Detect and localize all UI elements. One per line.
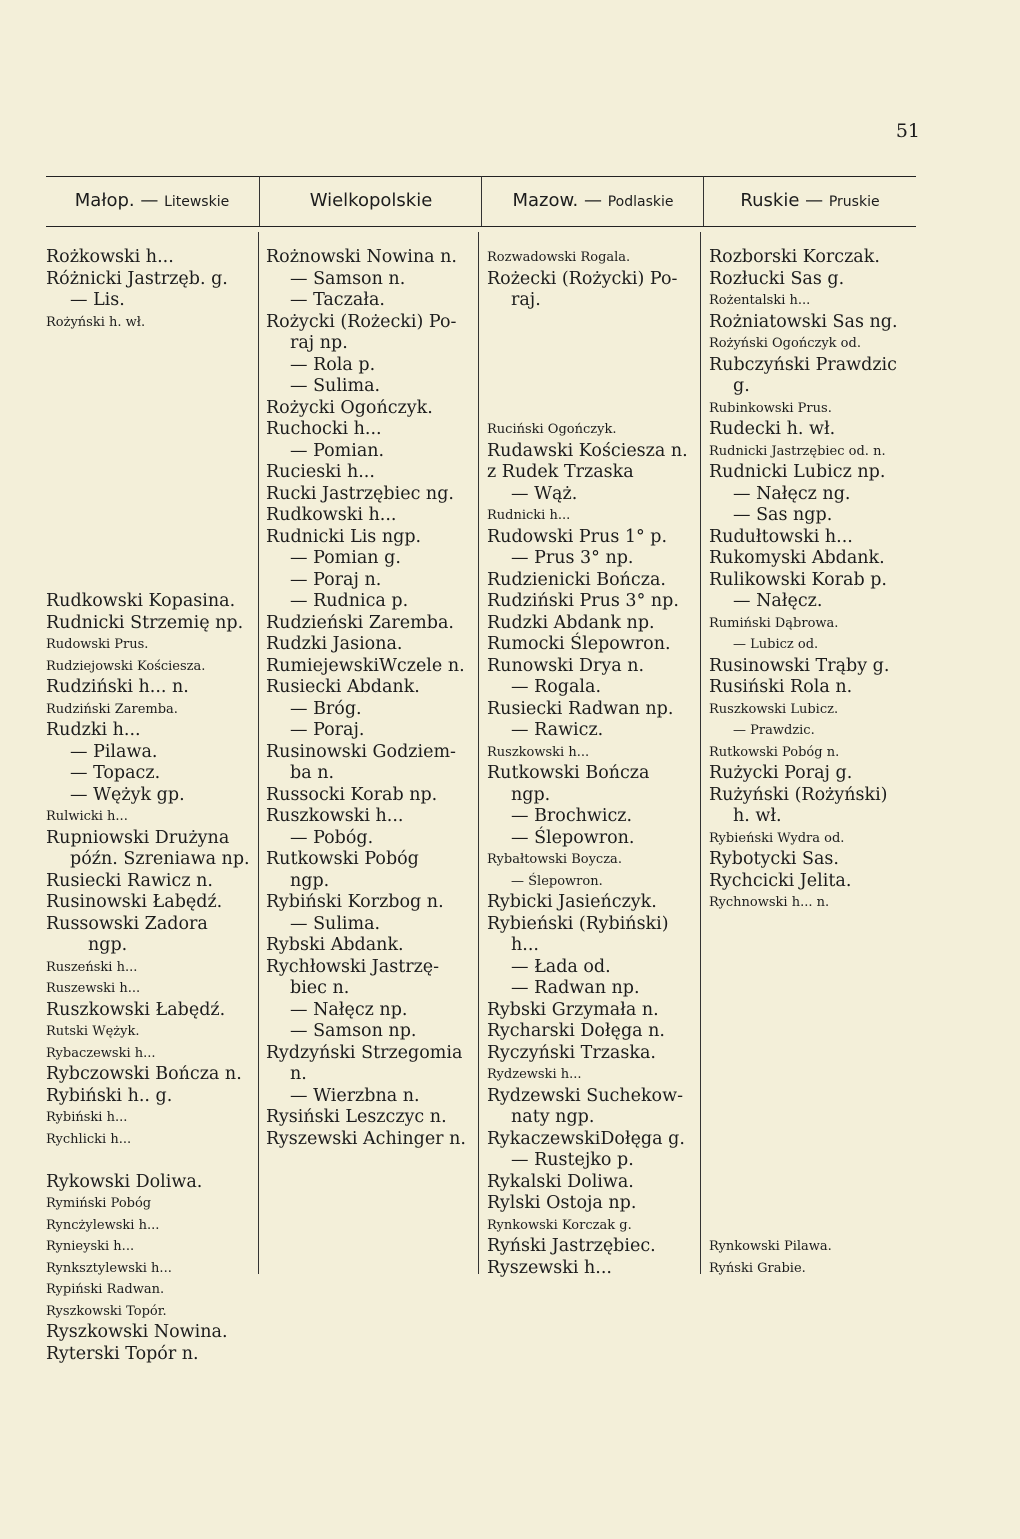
surname-entry: ngp. [290, 870, 330, 891]
surname-entry: Rutkowski Bończa [487, 763, 650, 783]
blank-line [46, 333, 256, 355]
column-header-mazow [483, 186, 703, 216]
surname-entry: Rylski Ostoja np. [487, 1193, 637, 1213]
blank-line [709, 1000, 919, 1022]
surname-entry: — Pomian g. [290, 548, 401, 568]
header-bottom-rule [46, 226, 916, 227]
surname-entry: z Rudek Trzaska [487, 462, 634, 482]
blank-line [709, 1193, 919, 1215]
surname-entry: Ruszeński h... [46, 959, 138, 975]
surname-entry: Ryński Jastrzębiec. [487, 1236, 656, 1256]
surname-entry: Rusiecki Abdank. [266, 677, 420, 697]
blank-line [709, 978, 919, 1000]
surname-entry: — Sas ngp. [733, 505, 833, 525]
surname-entry: Rybałtowski Boycza. [487, 852, 622, 867]
surname-entry: — Rustejko p. [511, 1150, 634, 1170]
surname-entry: Rudnicki h... [487, 508, 571, 523]
column-divider-1 [258, 232, 259, 1274]
surname-entry: — Pobóg. [290, 827, 374, 848]
header-main-text: Ruskie — [740, 190, 829, 211]
surname-entry: Rudziński h... n. [46, 677, 189, 697]
surname-entry: Rudzki Abdank np. [487, 612, 655, 633]
surname-entry: — Brochwicz. [511, 806, 633, 826]
surname-entry: — Nałęcz ng. [733, 483, 851, 504]
blank-line [46, 419, 256, 441]
surname-entry: Rudzienicki Bończa. [487, 569, 666, 590]
surname-entry: Ruszkowski h... [266, 806, 404, 826]
surname-entry: Rybieński Wydra od. [709, 830, 845, 846]
surname-entry: — Łada od. [511, 956, 611, 977]
blank-line [709, 1021, 919, 1043]
blank-line [709, 1064, 919, 1086]
surname-entry: — Bróg. [290, 698, 362, 719]
blank-line [46, 484, 256, 506]
blank-line [709, 914, 919, 936]
surname-entry: n. [290, 1064, 307, 1084]
surname-entry: Rybski Abdank. [266, 935, 404, 955]
surname-entry: RykaczewskiDołęga g. [487, 1128, 685, 1149]
surname-entry: Rykalski Doliwa. [487, 1171, 634, 1192]
surname-entry: Rybczowski Bończa n. [46, 1064, 242, 1084]
header-sub-text: Podlaskie [607, 194, 674, 210]
surname-entry: Rożnowski Nowina n. [266, 247, 457, 267]
surname-entry: Rychlicki h... [46, 1131, 132, 1147]
surname-entry: Rysiński Leszczyc n. [266, 1107, 447, 1127]
surname-entry: Rynkowski Korczak g. [487, 1217, 632, 1233]
surname-entry: Rudkowski h... [266, 505, 397, 525]
surname-entry: Rybicki Jasieńczyk. [487, 892, 657, 912]
header-main-text: Małop. — [74, 190, 165, 211]
surname-entry: ba n. [290, 763, 335, 783]
surname-entry: Rusiecki Radwan np. [487, 698, 674, 719]
surname-entry: — Nałęcz np. [290, 999, 408, 1020]
surname-entry: Rydzyński Strzegomia [266, 1042, 463, 1063]
surname-entry: Rynkowski Pilawa. [709, 1239, 832, 1254]
surname-entry: Rudziński Prus 3° np. [487, 591, 679, 611]
surname-entry: Rudziński Zaremba. [46, 701, 178, 717]
surname-entry: Rozłucki Sas g. [709, 268, 845, 289]
surname-entry: Rudowski Prus 1° p. [487, 526, 668, 547]
surname-entry: Ryszkowski Nowina. [46, 1322, 228, 1342]
surname-entry: Rudzki Jasiona. [266, 634, 403, 654]
blank-line [487, 355, 699, 377]
surname-entry: Rudecki h. wł. [709, 419, 836, 439]
blank-line [709, 1215, 919, 1237]
surname-entry: Ruszkowski h... [487, 744, 590, 760]
surname-entry: — Sulima. [290, 913, 381, 934]
surname-entry: — Wąż. [511, 483, 578, 504]
blank-line [709, 1150, 919, 1172]
column-malop-litewskie [46, 247, 256, 1365]
surname-entry: raj. [511, 290, 541, 310]
surname-entry: późn. Szreniawa np. [70, 849, 250, 869]
surname-entry: Rupniowski Drużyna [46, 827, 230, 848]
surname-entry: — Poraj. [290, 720, 365, 740]
blank-line [46, 1150, 256, 1172]
blank-line [46, 355, 256, 377]
surname-entry: Rożniatowski Sas ng. [709, 311, 898, 332]
surname-entry: Rozwadowski Rogala. [487, 250, 631, 265]
surname-entry: Rudnicki Lubicz np. [709, 462, 886, 482]
surname-entry: Rożentalski h... [709, 293, 811, 308]
surname-entry: RumiejewskiWczele n. [266, 655, 465, 676]
column-header-malop [46, 186, 258, 216]
surname-entry: naty ngp. [511, 1107, 595, 1127]
surname-entry: Ruszkowski Łabędź. [46, 999, 226, 1020]
surname-entry: — Sulima. [290, 376, 381, 396]
surname-entry: Rybaczewski h... [46, 1045, 156, 1061]
surname-entry: — Pomian. [290, 440, 385, 461]
blank-line [46, 548, 256, 570]
surname-entry: Rusiński Rola n. [709, 677, 853, 697]
surname-entry: Rudawski Kościesza n. [487, 440, 688, 461]
surname-entry: Ryncżylewski h... [46, 1217, 160, 1233]
blank-line [46, 441, 256, 463]
blank-line [709, 1107, 919, 1129]
surname-entry: — Ślepowron. [511, 827, 635, 848]
surname-entry: — Pilawa. [70, 741, 158, 762]
surname-entry: Ryczyński Trzaska. [487, 1042, 656, 1063]
surname-entry: Rycharski Dołęga n. [487, 1021, 665, 1041]
header-divider-3 [703, 176, 704, 226]
surname-entry: Rumocki Ślepowron. [487, 634, 671, 654]
surname-entry: — Rudnica p. [290, 591, 409, 611]
surname-entry: Rybiński h... [46, 1110, 128, 1125]
surname-entry: Ruszewski h... [46, 981, 141, 996]
surname-entry: Rożkowski h... [46, 247, 174, 267]
blank-line [487, 312, 699, 334]
surname-entry: Rusinowski Godziem- [266, 741, 456, 762]
blank-line [709, 1086, 919, 1108]
surname-entry: Rychnowski h... n. [709, 895, 830, 910]
surname-entry: Rybotycki Sas. [709, 849, 839, 869]
surname-entry: Rydzewski Suchekow- [487, 1085, 683, 1106]
blank-line [46, 527, 256, 549]
surname-entry: Rudułtowski h... [709, 526, 853, 547]
surname-entry: Ruszkowski Lubicz. [709, 701, 839, 717]
header-sub-text: Litewskie [164, 194, 230, 210]
surname-entry: Rusiecki Rawicz n. [46, 870, 213, 891]
blank-line [46, 462, 256, 484]
surname-entry: Ruchocki h... [266, 419, 382, 439]
header-main-text: Mazow. — [512, 190, 608, 211]
surname-entry: Rybieński (Rybiński) [487, 913, 669, 934]
surname-entry: Rubczyński Prawdzic [709, 354, 897, 375]
surname-entry: Rudowski Prus. [46, 637, 149, 652]
surname-entry: — Ślepowron. [511, 873, 603, 889]
surname-entry: Różnicki Jastrzęb. g. [46, 268, 228, 289]
surname-entry: — Samson np. [290, 1021, 417, 1041]
surname-entry: Rukomyski Abdank. [709, 548, 885, 568]
surname-entry: — Lubicz od. [733, 637, 819, 652]
surname-entry: Rużyński (Rożyński) [709, 784, 888, 805]
column-wielkopolskie [266, 247, 476, 1150]
surname-entry: Ryszewski Achinger n. [266, 1128, 466, 1149]
header-main-text: Wielkopolskie [309, 190, 433, 211]
blank-line [46, 376, 256, 398]
surname-entry: Rynksztylewski h... [46, 1260, 172, 1276]
surname-entry: Rynieyski h... [46, 1239, 135, 1254]
surname-entry: Rożyński h. wł. [46, 314, 146, 330]
surname-entry: ngp. [511, 784, 551, 805]
surname-entry: Rożyński Ogończyk od. [709, 336, 861, 351]
surname-entry: Ryszkowski Topór. [46, 1303, 167, 1319]
surname-entry: Rubinkowski Prus. [709, 400, 832, 416]
blank-line [46, 570, 256, 592]
page-number: 51 [895, 120, 920, 142]
column-divider-2 [478, 232, 479, 1274]
surname-entry: Rychłowski Jastrzę- [266, 956, 440, 977]
blank-line [709, 935, 919, 957]
blank-line [46, 505, 256, 527]
surname-entry: — Poraj n. [290, 569, 382, 590]
surname-entry: Rożycki Ogończyk. [266, 397, 433, 418]
blank-line [709, 1129, 919, 1151]
surname-entry: — Prus 3° np. [511, 548, 634, 568]
header-sub-text: Pruskie [828, 194, 880, 210]
column-mazow-podlaskie [487, 247, 699, 1279]
surname-entry: Russowski Zadora [46, 913, 208, 934]
surname-entry: Ruciński Ogończyk. [487, 422, 617, 437]
surname-entry: Rulikowski Korab p. [709, 569, 887, 590]
surname-entry: — Wierzbna n. [290, 1085, 420, 1106]
surname-entry: Rożycki (Rożecki) Po- [266, 311, 457, 332]
blank-line [487, 333, 699, 355]
surname-entry: — Nałęcz. [733, 591, 823, 611]
surname-entry: Rybiński Korzbog n. [266, 892, 444, 912]
blank-line [709, 957, 919, 979]
surname-entry: — Wężyk gp. [70, 784, 185, 805]
surname-entry: Rudkowski Kopasina. [46, 591, 236, 611]
surname-entry: Rydzewski h... [487, 1067, 582, 1082]
surname-entry: Ryński Grabie. [709, 1260, 806, 1276]
surname-entry: Rużycki Poraj g. [709, 763, 853, 783]
surname-entry: biec n. [290, 978, 350, 998]
surname-entry: Rypiński Radwan. [46, 1282, 165, 1297]
surname-entry: Rutski Wężyk. [46, 1024, 140, 1039]
surname-entry: — Samson n. [290, 268, 406, 289]
header-divider-1 [259, 176, 260, 226]
blank-line [709, 1043, 919, 1065]
column-header-wielkopolskie [261, 186, 481, 216]
surname-entry: Rozborski Korczak. [709, 247, 880, 267]
surname-entry: Ryterski Topór n. [46, 1343, 199, 1364]
surname-entry: Rutkowski Pobóg n. [709, 744, 840, 760]
surname-entry: raj np. [290, 333, 348, 353]
surname-entry: Rudziejowski Kościesza. [46, 658, 206, 674]
surname-entry: — Rawicz. [511, 720, 604, 740]
blank-line [487, 398, 699, 420]
surname-entry: Rusinowski Łabędź. [46, 892, 223, 912]
surname-entry: Rychcicki Jelita. [709, 870, 852, 891]
surname-entry: Ryszewski h... [487, 1257, 612, 1278]
surname-entry: Rudzieński Zaremba. [266, 612, 454, 633]
surname-entry: Rusinowski Trąby g. [709, 655, 890, 676]
surname-entry: — Taczała. [290, 290, 385, 310]
column-header-ruskie [705, 186, 915, 216]
surname-entry: — Rogala. [511, 677, 602, 697]
surname-entry: — Prawdzic. [733, 723, 815, 738]
surname-entry: Rudnicki Jastrzębiec od. n. [709, 443, 886, 459]
surname-entry: Runowski Drya n. [487, 655, 645, 676]
surname-entry: Russocki Korab np. [266, 784, 438, 805]
blank-line [709, 1172, 919, 1194]
surname-entry: Rumiński Dąbrowa. [709, 615, 839, 631]
column-ruskie-pruskie [709, 247, 919, 1279]
header-divider-2 [481, 176, 482, 226]
surname-entry: — Lis. [70, 290, 125, 310]
surname-entry: Rykowski Doliwa. [46, 1171, 203, 1192]
surname-entry: Rudzki h... [46, 720, 141, 740]
surname-entry: Rucieski h... [266, 462, 375, 482]
surname-entry: — Radwan np. [511, 978, 640, 998]
surname-entry: Rulwicki h... [46, 809, 128, 824]
surname-entry: Rutkowski Pobóg [266, 849, 419, 869]
surname-entry: Rymiński Pobóg [46, 1196, 152, 1211]
surname-entry: h. wł. [733, 806, 782, 826]
surname-entry: g. [733, 376, 750, 396]
column-divider-3 [700, 232, 701, 1274]
surname-entry: Rożecki (Rożycki) Po- [487, 268, 678, 289]
surname-entry: — Topacz. [70, 763, 161, 783]
blank-line [487, 376, 699, 398]
blank-line [46, 398, 256, 420]
surname-entry: — Rola p. [290, 354, 376, 375]
surname-entry: Rudnicki Lis ngp. [266, 526, 422, 547]
surname-entry: Rybiński h.. g. [46, 1085, 173, 1106]
surname-entry: Rudnicki Strzemię np. [46, 612, 244, 633]
surname-entry: h... [511, 935, 539, 955]
surname-entry: ngp. [88, 935, 128, 955]
surname-entry: Rybski Grzymała n. [487, 999, 659, 1020]
surname-entry: Rucki Jastrzębiec ng. [266, 483, 454, 504]
